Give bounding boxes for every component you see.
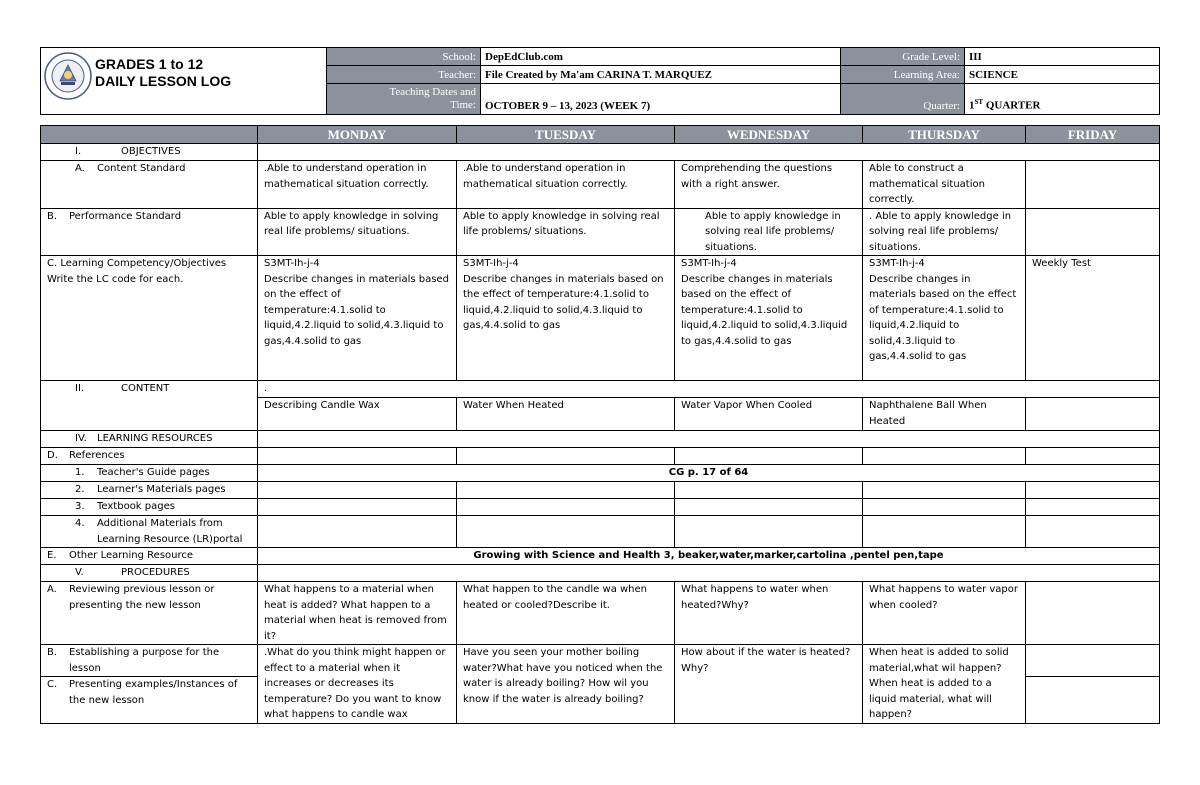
review-label [41, 582, 258, 645]
competency-wed [675, 256, 863, 381]
competency-mon [258, 256, 457, 381]
references-num: D. [47, 450, 58, 461]
review-mon: What happens to a material when heat is added? What happen to a material when heat is removed from it? [258, 582, 457, 645]
title-line-1: GRADES 1 to 12 [95, 56, 204, 72]
content-standard-fri [1026, 161, 1160, 209]
references-fri [1026, 448, 1160, 465]
review-text: Reviewing previous lesson or presenting the new lesson [69, 584, 215, 611]
lm-pages-num: 2. [75, 484, 85, 495]
performance-standard-wed: Able to apply knowledge in solving real life problems/ situations. [675, 208, 863, 256]
day-tuesday: TUESDAY [457, 126, 675, 144]
textbook-text: Textbook pages [97, 501, 175, 512]
quarter-value [965, 84, 1160, 115]
additional-row [41, 516, 1160, 548]
examples-text: Presenting examples/Instances of the new lesson [69, 679, 238, 706]
competency-tue [457, 256, 675, 381]
examples-label [41, 677, 258, 724]
objectives-row [41, 144, 1160, 161]
resources-label [41, 431, 258, 448]
quarter-rest: QUARTER [983, 100, 1041, 112]
references-thu [863, 448, 1026, 465]
additional-thu [863, 516, 1026, 548]
resources-span [258, 431, 1160, 448]
school-label: School: [327, 48, 481, 66]
other-resource-row [41, 548, 1160, 565]
purpose-wed: How about if the water is heated?Why? [675, 645, 863, 724]
purpose-thu: When heat is added to solid material,what wil happen? When heat is added to a liquid material, what will happen? [863, 645, 1026, 724]
lm-pages-thu [863, 482, 1026, 499]
day-header-blank [41, 126, 258, 144]
textbook-num: 3. [75, 501, 85, 512]
quarter-num: 1 [969, 100, 975, 112]
content-standard-mon: .Able to understand operation in mathematical situation correctly. [258, 161, 457, 209]
textbook-wed [675, 499, 863, 516]
performance-standard-text: Performance Standard [69, 210, 182, 222]
other-resource-value: Growing with Science and Health 3, beaker,water,marker,cartolina ,pentel pen,tape [258, 548, 1160, 565]
references-text: References [69, 450, 125, 461]
content-standard-num: A. [75, 163, 85, 174]
references-mon [258, 448, 457, 465]
lm-pages-mon [258, 482, 457, 499]
page-title [95, 56, 231, 90]
references-label [41, 448, 258, 465]
quarter-label: Quarter: [841, 84, 965, 115]
day-wednesday: WEDNESDAY [675, 126, 863, 144]
review-fri [1026, 582, 1160, 645]
teacher-label: Teacher: [327, 66, 481, 84]
references-wed [675, 448, 863, 465]
content-standard-thu: Able to construct a mathematical situation correctly. [863, 161, 1026, 209]
examples-fri [1026, 677, 1160, 724]
lm-pages-label [41, 482, 258, 499]
grade-label: Grade Level: [841, 48, 965, 66]
procedures-text: PROCEDURES [121, 567, 190, 578]
lm-pages-wed [675, 482, 863, 499]
competency-text-mon: Describe changes in materials based on the effect of temperature:4.1.solid to liquid,4.2.liquid to solid,4.3.liquid to gas,4.4.solid to gas [264, 273, 449, 347]
other-resource-num: E. [47, 550, 57, 561]
objectives-text: OBJECTIVES [121, 146, 181, 157]
objectives-span [258, 144, 1160, 161]
procedures-label [41, 565, 258, 582]
content-standard-row [41, 161, 1160, 209]
area-label: Learning Area: [841, 66, 965, 84]
tg-pages-row [41, 465, 1160, 482]
other-resource-label [41, 548, 258, 565]
performance-standard-row [41, 208, 1160, 256]
purpose-fri [1026, 645, 1160, 677]
purpose-num: B. [47, 647, 58, 658]
resources-row [41, 431, 1160, 448]
lm-pages-tue [457, 482, 675, 499]
competency-code-mon: S3MT-Ih-j-4 [264, 258, 320, 269]
tg-pages-label [41, 465, 258, 482]
content-dot: . [258, 381, 1160, 398]
competency-code-wed: S3MT-Ih-j-4 [681, 258, 737, 269]
dates-label-line-2: Time: [450, 99, 476, 111]
textbook-fri [1026, 499, 1160, 516]
additional-mon [258, 516, 457, 548]
competency-text-tue: Describe changes in materials based on the effect of temperature:4.1.solid to liquid,4.2.liquid to solid,4.3.liquid to gas,4.4.solid to gas [463, 273, 664, 331]
review-wed: What happens to water when heated?Why? [675, 582, 863, 645]
textbook-thu [863, 499, 1026, 516]
teacher-value: File Created by Ma'am CARINA T. MARQUEZ [481, 66, 841, 84]
content-standard-text: Content Standard [97, 163, 186, 174]
resources-num: IV. [75, 433, 87, 444]
competency-label [41, 256, 258, 381]
tg-pages-text: Teacher's Guide pages [97, 467, 210, 478]
title-line-2: DAILY LESSON LOG [95, 73, 232, 89]
review-tue: What happen to the candle wa when heated or cooled?Describe it. [457, 582, 675, 645]
content-dot-row [41, 381, 1160, 398]
tg-pages-num: 1. [75, 467, 85, 478]
objectives-label [41, 144, 258, 161]
area-value: SCIENCE [965, 66, 1160, 84]
textbook-row [41, 499, 1160, 516]
content-standard-wed: Comprehending the questions with a right answer. [675, 161, 863, 209]
performance-standard-mon: Able to apply knowledge in solving real life problems/ situations. [258, 208, 457, 256]
textbook-mon [258, 499, 457, 516]
additional-tue [457, 516, 675, 548]
purpose-row [41, 645, 1160, 677]
purpose-mon: .What do you think might happen or effect to a material when it increases or decreases its temperature? Do you want to know what happens to candle wax [258, 645, 457, 724]
day-thursday: THURSDAY [863, 126, 1026, 144]
grade-value: III [965, 48, 1160, 66]
purpose-label [41, 645, 258, 677]
performance-standard-thu: . Able to apply knowledge in solving real life problems/ situations. [863, 208, 1026, 256]
procedures-row [41, 565, 1160, 582]
additional-num: 4. [75, 518, 85, 529]
competency-text-wed: Describe changes in materials based on the effect of temperature:4.1.solid to liquid,4.2.liquid to solid,4.3.liquid to gas,4.4.solid to gas [681, 273, 848, 347]
competency-code-thu: S3MT-Ih-j-4 [869, 258, 925, 269]
competency-fri: Weekly Test [1026, 256, 1160, 381]
references-row [41, 448, 1160, 465]
content-tue: Water When Heated [457, 398, 675, 431]
competency-row [41, 256, 1160, 381]
lesson-table [40, 125, 1160, 724]
competency-text-thu: Describe changes in materials based on the effect of temperature:4.1.solid to liquid,4.2.liquid to solid,4.3.liquid to gas,4.4.solid to gas [869, 273, 1017, 362]
content-standard-tue: .Able to understand operation in mathematical situation correctly. [457, 161, 675, 209]
purpose-text: Establishing a purpose for the lesson [69, 647, 220, 674]
dates-value: OCTOBER 9 – 13, 2023 (WEEK 7) [481, 84, 841, 115]
review-row [41, 582, 1160, 645]
content-wed: Water Vapor When Cooled [675, 398, 863, 431]
additional-wed [675, 516, 863, 548]
other-resource-text: Other Learning Resource [69, 550, 194, 561]
competency-code-tue: S3MT-Ih-j-4 [463, 258, 519, 269]
deped-seal-icon [43, 51, 93, 101]
procedures-span [258, 565, 1160, 582]
additional-text: Additional Materials from Learning Resource (LR)portal [97, 518, 243, 545]
day-friday: FRIDAY [1026, 126, 1160, 144]
content-num: II. [75, 383, 85, 394]
procedures-num: V. [75, 567, 84, 578]
content-label [41, 381, 258, 431]
lm-pages-fri [1026, 482, 1160, 499]
day-header-row [41, 126, 1160, 144]
references-tue [457, 448, 675, 465]
school-value: DepEdClub.com [481, 48, 841, 66]
additional-label [41, 516, 258, 548]
textbook-tue [457, 499, 675, 516]
quarter-sup: ST [974, 98, 984, 107]
content-standard-label [41, 161, 258, 209]
tg-pages-value: CG p. 17 of 64 [258, 465, 1160, 482]
competency-label-line-2: Write the LC code for each. [47, 273, 184, 285]
title-cell [41, 48, 327, 115]
performance-standard-tue: Able to apply knowledge in solving real life problems/ situations. [457, 208, 675, 256]
dates-label [327, 84, 481, 115]
content-fri [1026, 398, 1160, 431]
day-monday: MONDAY [258, 126, 457, 144]
additional-fri [1026, 516, 1160, 548]
content-thu: Naphthalene Ball When Heated [863, 398, 1026, 431]
competency-label-line-1: C. Learning Competency/Objectives [47, 258, 227, 269]
review-thu: What happens to water vapor when cooled? [863, 582, 1026, 645]
performance-standard-num: B. [47, 210, 58, 222]
content-text: CONTENT [121, 383, 170, 394]
review-num: A. [47, 584, 57, 595]
performance-standard-fri [1026, 208, 1160, 256]
lm-pages-row [41, 482, 1160, 499]
performance-standard-label [41, 208, 258, 256]
content-mon: Describing Candle Wax [258, 398, 457, 431]
objectives-num: I. [75, 146, 82, 157]
header-table [40, 47, 1160, 115]
resources-text: LEARNING RESOURCES [97, 433, 213, 444]
examples-num: C. [47, 679, 58, 690]
purpose-tue: Have you seen your mother boiling water?What have you noticed when the water is already boiling? How wil you know if the water is already boiling? [457, 645, 675, 724]
competency-thu [863, 256, 1026, 381]
lm-pages-text: Learner's Materials pages [97, 484, 226, 495]
textbook-label [41, 499, 258, 516]
dates-label-line-1: Teaching Dates and [389, 86, 476, 98]
